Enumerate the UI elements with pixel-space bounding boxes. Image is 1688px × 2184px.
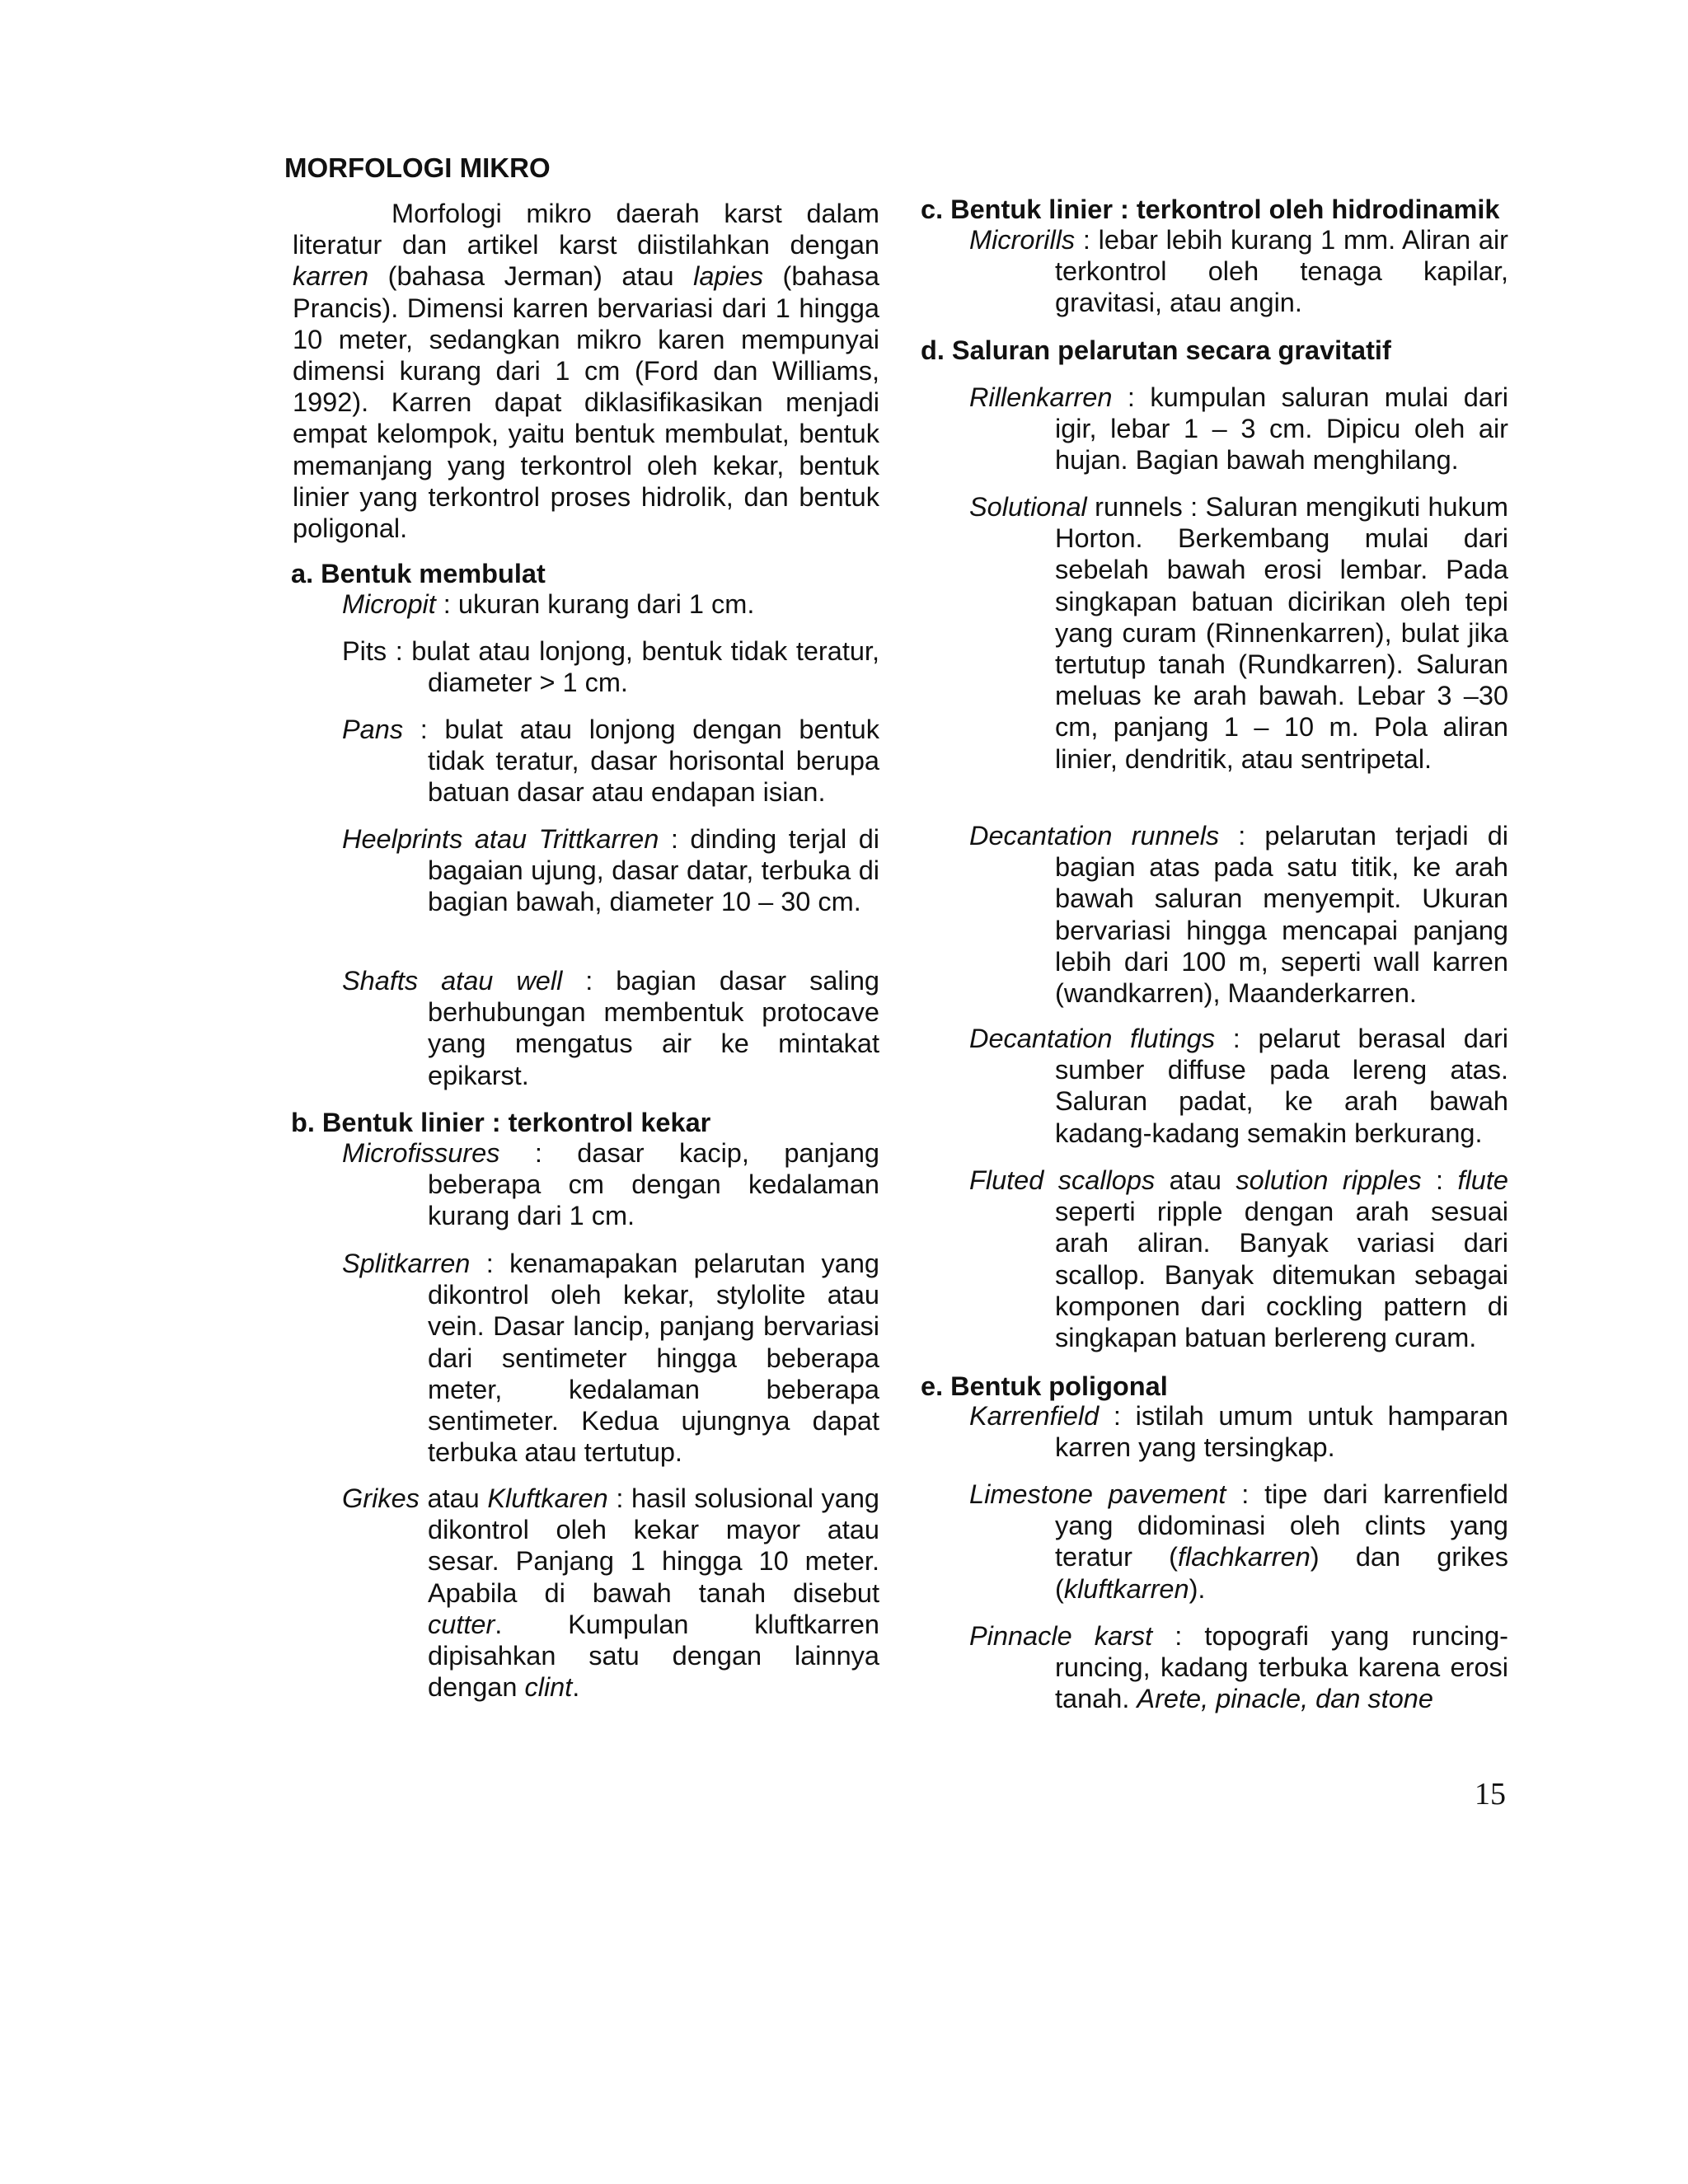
italic-term: Fluted scallops xyxy=(969,1165,1156,1195)
entry-rillenkarren xyxy=(969,382,1508,476)
section-heading-d: d. Saluran pelarutan secara gravitatif xyxy=(921,335,1391,365)
section-heading-e: e. Bentuk poligonal xyxy=(921,1371,1168,1401)
entry-grikes xyxy=(342,1483,879,1703)
italic-term: Pans xyxy=(342,715,404,744)
text-run: ) dan grikes ( xyxy=(1055,1542,1508,1604)
italic-term: Solutional xyxy=(969,492,1087,522)
italic-term: Pinnacle karst xyxy=(969,1621,1153,1651)
italic-term: Karrenfield xyxy=(969,1401,1100,1431)
entry-karrenfield xyxy=(969,1400,1508,1463)
text-run: : dasar kacip, panjang beberapa cm dengan kedalaman kurang dari 1 cm. xyxy=(428,1138,879,1231)
entry-pinnacle-karst xyxy=(969,1620,1509,1715)
italic-term: Decantation runnels xyxy=(969,821,1220,851)
text-run: : xyxy=(1421,1165,1458,1195)
text-run: : kumpulan saluran mulai dari igir, lebar 1 – 3 cm. Dipicu oleh air hujan. Bagian bawah menghilang. xyxy=(1055,382,1508,476)
text-run: : lebar lebih kurang 1 mm. Aliran air terkontrol oleh tenaga kapilar, gravitasi, atau angin. xyxy=(1055,225,1508,318)
italic-term: clint xyxy=(524,1672,573,1703)
text-run: : dinding terjal di bagaian ujung, dasar datar, terbuka di bagian bawah, diameter 10 – 30 cm. xyxy=(428,824,879,917)
entry-fluted-scallops xyxy=(969,1165,1508,1353)
italic-term: Heelprints atau Trittkarren xyxy=(342,824,659,854)
section-heading-b: b. Bentuk linier : terkontrol kekar xyxy=(291,1108,711,1137)
text-run: : istilah umum untuk hamparan karren yang tersingkap. xyxy=(1055,1401,1508,1463)
italic-term: Micropit xyxy=(342,589,436,619)
text-run: : pelarutan terjadi di bagian atas pada satu titik, ke arah bawah saluran menyempit. Ukuran bervariasi hingga mencapai panjang lebih dari 100 m, seperti wall karren (wandkarren), Maanderkarren. xyxy=(1055,821,1509,1009)
section-heading-c: c. Bentuk linier : terkontrol oleh hidrodinamik xyxy=(921,194,1500,224)
italic-term: Rillenkarren xyxy=(969,382,1113,412)
italic-term: Shafts atau well xyxy=(342,966,563,996)
text-run: : pelarut berasal dari sumber diffuse pada lereng atas. Saluran padat, ke arah bawah kadang-kadang semakin berkurang. xyxy=(1055,1024,1508,1148)
entry-decantation-flutings xyxy=(969,1023,1508,1149)
italic-term: flute xyxy=(1457,1165,1508,1195)
text-run: : hasil solusional yang dikontrol oleh kekar mayor atau sesar. Panjang 1 hingga 10 meter. Apabila di bawah tanah disebut xyxy=(428,1483,879,1608)
entry-pans xyxy=(342,714,879,808)
text-run: : ukuran kurang dari 1 cm. xyxy=(435,589,755,619)
entry-micropit xyxy=(342,588,879,620)
italic-term: flachkarren xyxy=(1178,1542,1311,1572)
text-run: : bagian dasar saling berhubungan membentuk protocave yang mengatus air ke mintakat epikarst. xyxy=(428,966,879,1090)
italic-term: lapies xyxy=(693,261,764,292)
italic-term: Decantation flutings xyxy=(969,1024,1216,1053)
entry-microrills xyxy=(969,224,1508,319)
italic-term: Grikes xyxy=(342,1483,420,1513)
entry-decantation-runnels xyxy=(969,820,1509,1009)
text-run: Morfologi mikro daerah karst dalam literatur dan artikel karst diistilahkan dengan xyxy=(293,199,879,260)
entry-splitkarren xyxy=(342,1248,879,1468)
entry-solutional-runnels xyxy=(969,491,1508,775)
text-run: . xyxy=(572,1672,580,1703)
italic-term: Kluftkaren xyxy=(487,1483,608,1513)
entry-heelprints xyxy=(342,823,879,918)
text-run: runnels : Saluran mengikuti hukum Horton. Berkembang mulai dari sebelah bawah erosi lembar. Pada singkapan batuan dicirikan oleh tepi yang curam (Rinnenkarren), bulat jika tertutup tanah (Rundkarren). Saluran meluas ke arah bawah. Lebar 3 –30 cm, panjang 1 – 10 m. Pola aliran linier, dendritik, atau sentripetal. xyxy=(1055,492,1508,774)
italic-term: karren xyxy=(293,261,369,292)
text-run: : tipe dari karrenfield yang didominasi oleh clints yang teratur ( xyxy=(1055,1479,1508,1572)
text-run: Pits : bulat atau lonjong, bentuk tidak teratur, diameter > 1 cm. xyxy=(342,636,879,698)
text-run: (bahasa Prancis). Dimensi karren bervariasi dari 1 hingga 10 meter, sedangkan mikro karen mempunyai dimensi kurang dari 1 cm (Ford dan Williams, 1992). Karren dapat diklasifikasikan menjadi empat kelompok, yaitu bentuk membulat, bentuk memanjang yang terkontrol oleh kekar, bentuk linier yang terkontrol proses hidrolik, dan bentuk poligonal. xyxy=(293,261,879,544)
text-run: atau xyxy=(1155,1165,1236,1195)
text-run: (bahasa Jerman) atau xyxy=(368,261,694,292)
entry-shafts xyxy=(342,965,879,1091)
entry-limestone-pavement xyxy=(969,1479,1508,1605)
italic-term: Microrills xyxy=(969,225,1076,255)
text-run: : bulat atau lonjong dengan bentuk tidak teratur, dasar horisontal berupa batuan dasar atau endapan isian. xyxy=(403,715,879,808)
italic-term: kluftkarren xyxy=(1063,1573,1189,1604)
section-heading-a: a. Bentuk membulat xyxy=(291,559,546,588)
text-run: . Kumpulan kluftkarren dipisahkan satu dengan lainnya dengan xyxy=(428,1609,879,1703)
italic-term: Limestone pavement xyxy=(969,1479,1226,1509)
text-run: : kenamapakan pelarutan yang dikontrol oleh kekar, stylolite atau vein. Dasar lancip, panjang bervariasi dari sentimeter hingga beberapa meter, kedalaman beberapa sentimeter. Kedua ujungnya dapat terbuka atau tertutup. xyxy=(428,1249,879,1468)
italic-term: cutter xyxy=(428,1609,495,1639)
entry-pits xyxy=(342,635,879,698)
text-run: atau xyxy=(419,1483,488,1513)
intro-paragraph xyxy=(293,198,879,544)
italic-term: Arete, pinacle, dan stone xyxy=(1137,1684,1433,1714)
italic-term: solution ripples xyxy=(1236,1165,1422,1195)
entry-microfissures xyxy=(342,1137,879,1232)
page-title: MORFOLOGI MIKRO xyxy=(284,152,551,183)
text-run: ). xyxy=(1189,1573,1206,1604)
italic-term: Microfissures xyxy=(342,1138,500,1168)
text-run: : topografi yang runcing-runcing, kadang terbuka karena erosi tanah. xyxy=(1055,1621,1509,1714)
page-number: 15 xyxy=(1475,1777,1506,1811)
italic-term: Splitkarren xyxy=(342,1249,471,1278)
text-run: seperti ripple dengan arah sesuai arah aliran. Banyak variasi dari scallop. Banyak ditemukan sebagai komponen dari cockling pattern di singkapan batuan berlereng curam. xyxy=(1055,1197,1508,1353)
